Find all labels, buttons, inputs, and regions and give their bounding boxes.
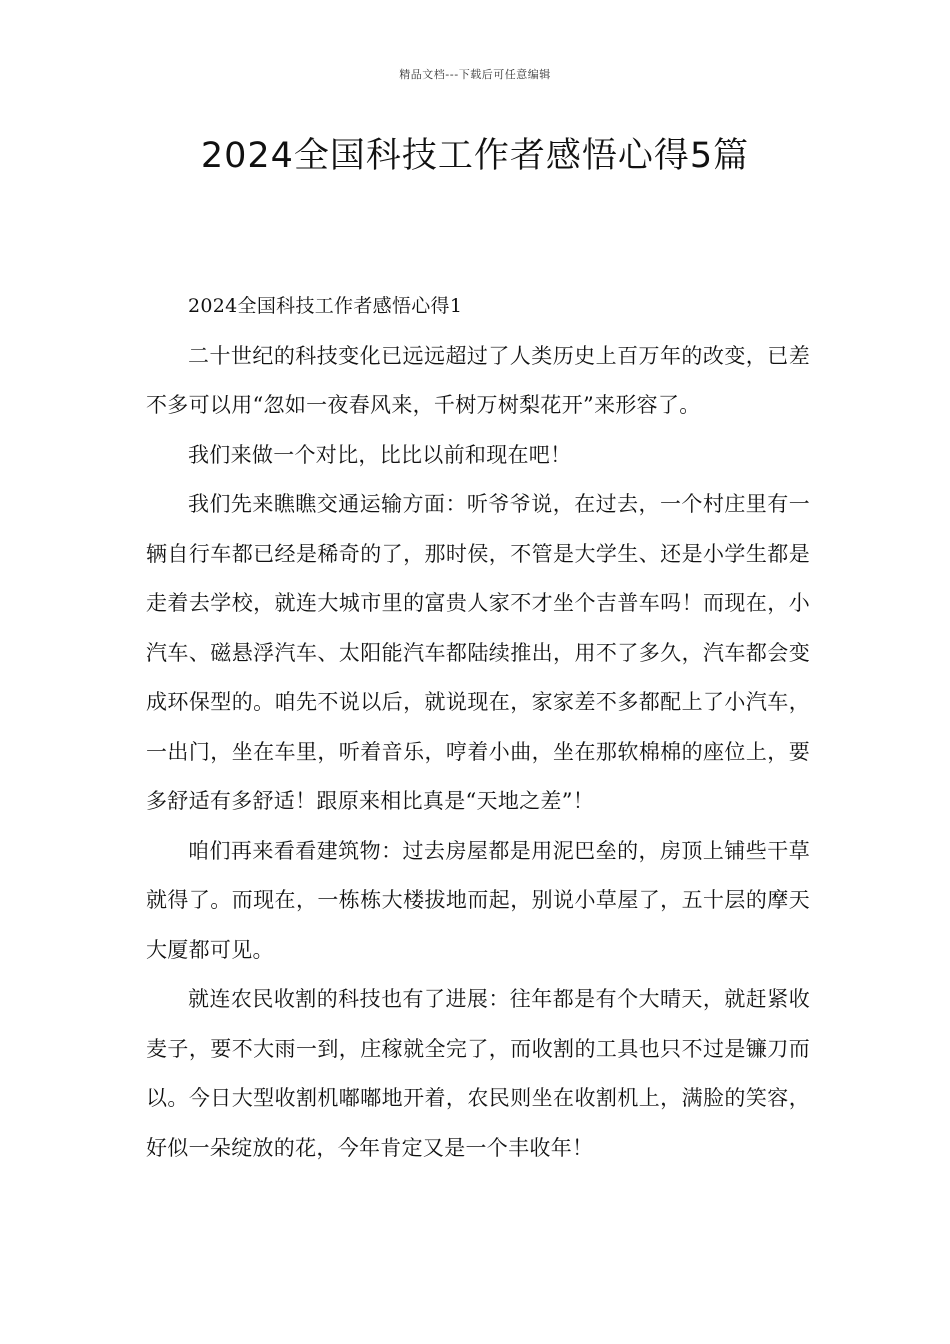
paragraph: 二十世纪的科技变化已远远超过了人类历史上百万年的改变，已差不多可以用“忽如一夜春风来，千树万树梨花开”来形容了。 (146, 343, 810, 417)
paragraph: 我们来做一个对比，比比以前和现在吧！ (188, 442, 572, 467)
document-body (146, 282, 810, 1173)
paragraph: 我们先来瞧瞧交通运输方面：听爷爷说，在过去，一个村庄里有一辆自行车都已经是稀奇的了，那时侯，不管是大学生、还是小学生都是走着去学校，就连大城市里的富贵人家不才坐个吉普车吗！而现在，小汽车、磁悬浮汽车、太阳能汽车都陆续推出，用不了多久，汽车都会变成环保型的。咱先不说以后，就说现在，家家差不多都配上了小汽车，一出门，坐在车里，听着音乐，哼着小曲，坐在那软棉棉的座位上，要多舒适有多舒适！跟原来相比真是“天地之差”！ (146, 492, 810, 813)
section-heading: 2024全国科技工作者感悟心得1 (188, 295, 463, 317)
header-note: 精品文档---下载后可任意编辑 (399, 68, 551, 81)
paragraph: 就连农民收割的科技也有了进展：往年都是有个大晴天，就赶紧收麦子，要不大雨一到，庄稼就全完了，而收割的工具也只不过是镰刀而以。今日大型收割机嘟嘟地开着，农民则坐在收割机上，满脸的笑容，好似一朵绽放的花，今年肯定又是一个丰收年！ (146, 987, 810, 1160)
paragraph: 咱们再来看看建筑物：过去房屋都是用泥巴垒的，房顶上铺些干草就得了。而现在，一栋栋大楼拔地而起，别说小草屋了，五十层的摩天大厦都可见。 (146, 838, 810, 962)
document-title: 2024全国科技工作者感悟心得5篇 (200, 136, 750, 176)
